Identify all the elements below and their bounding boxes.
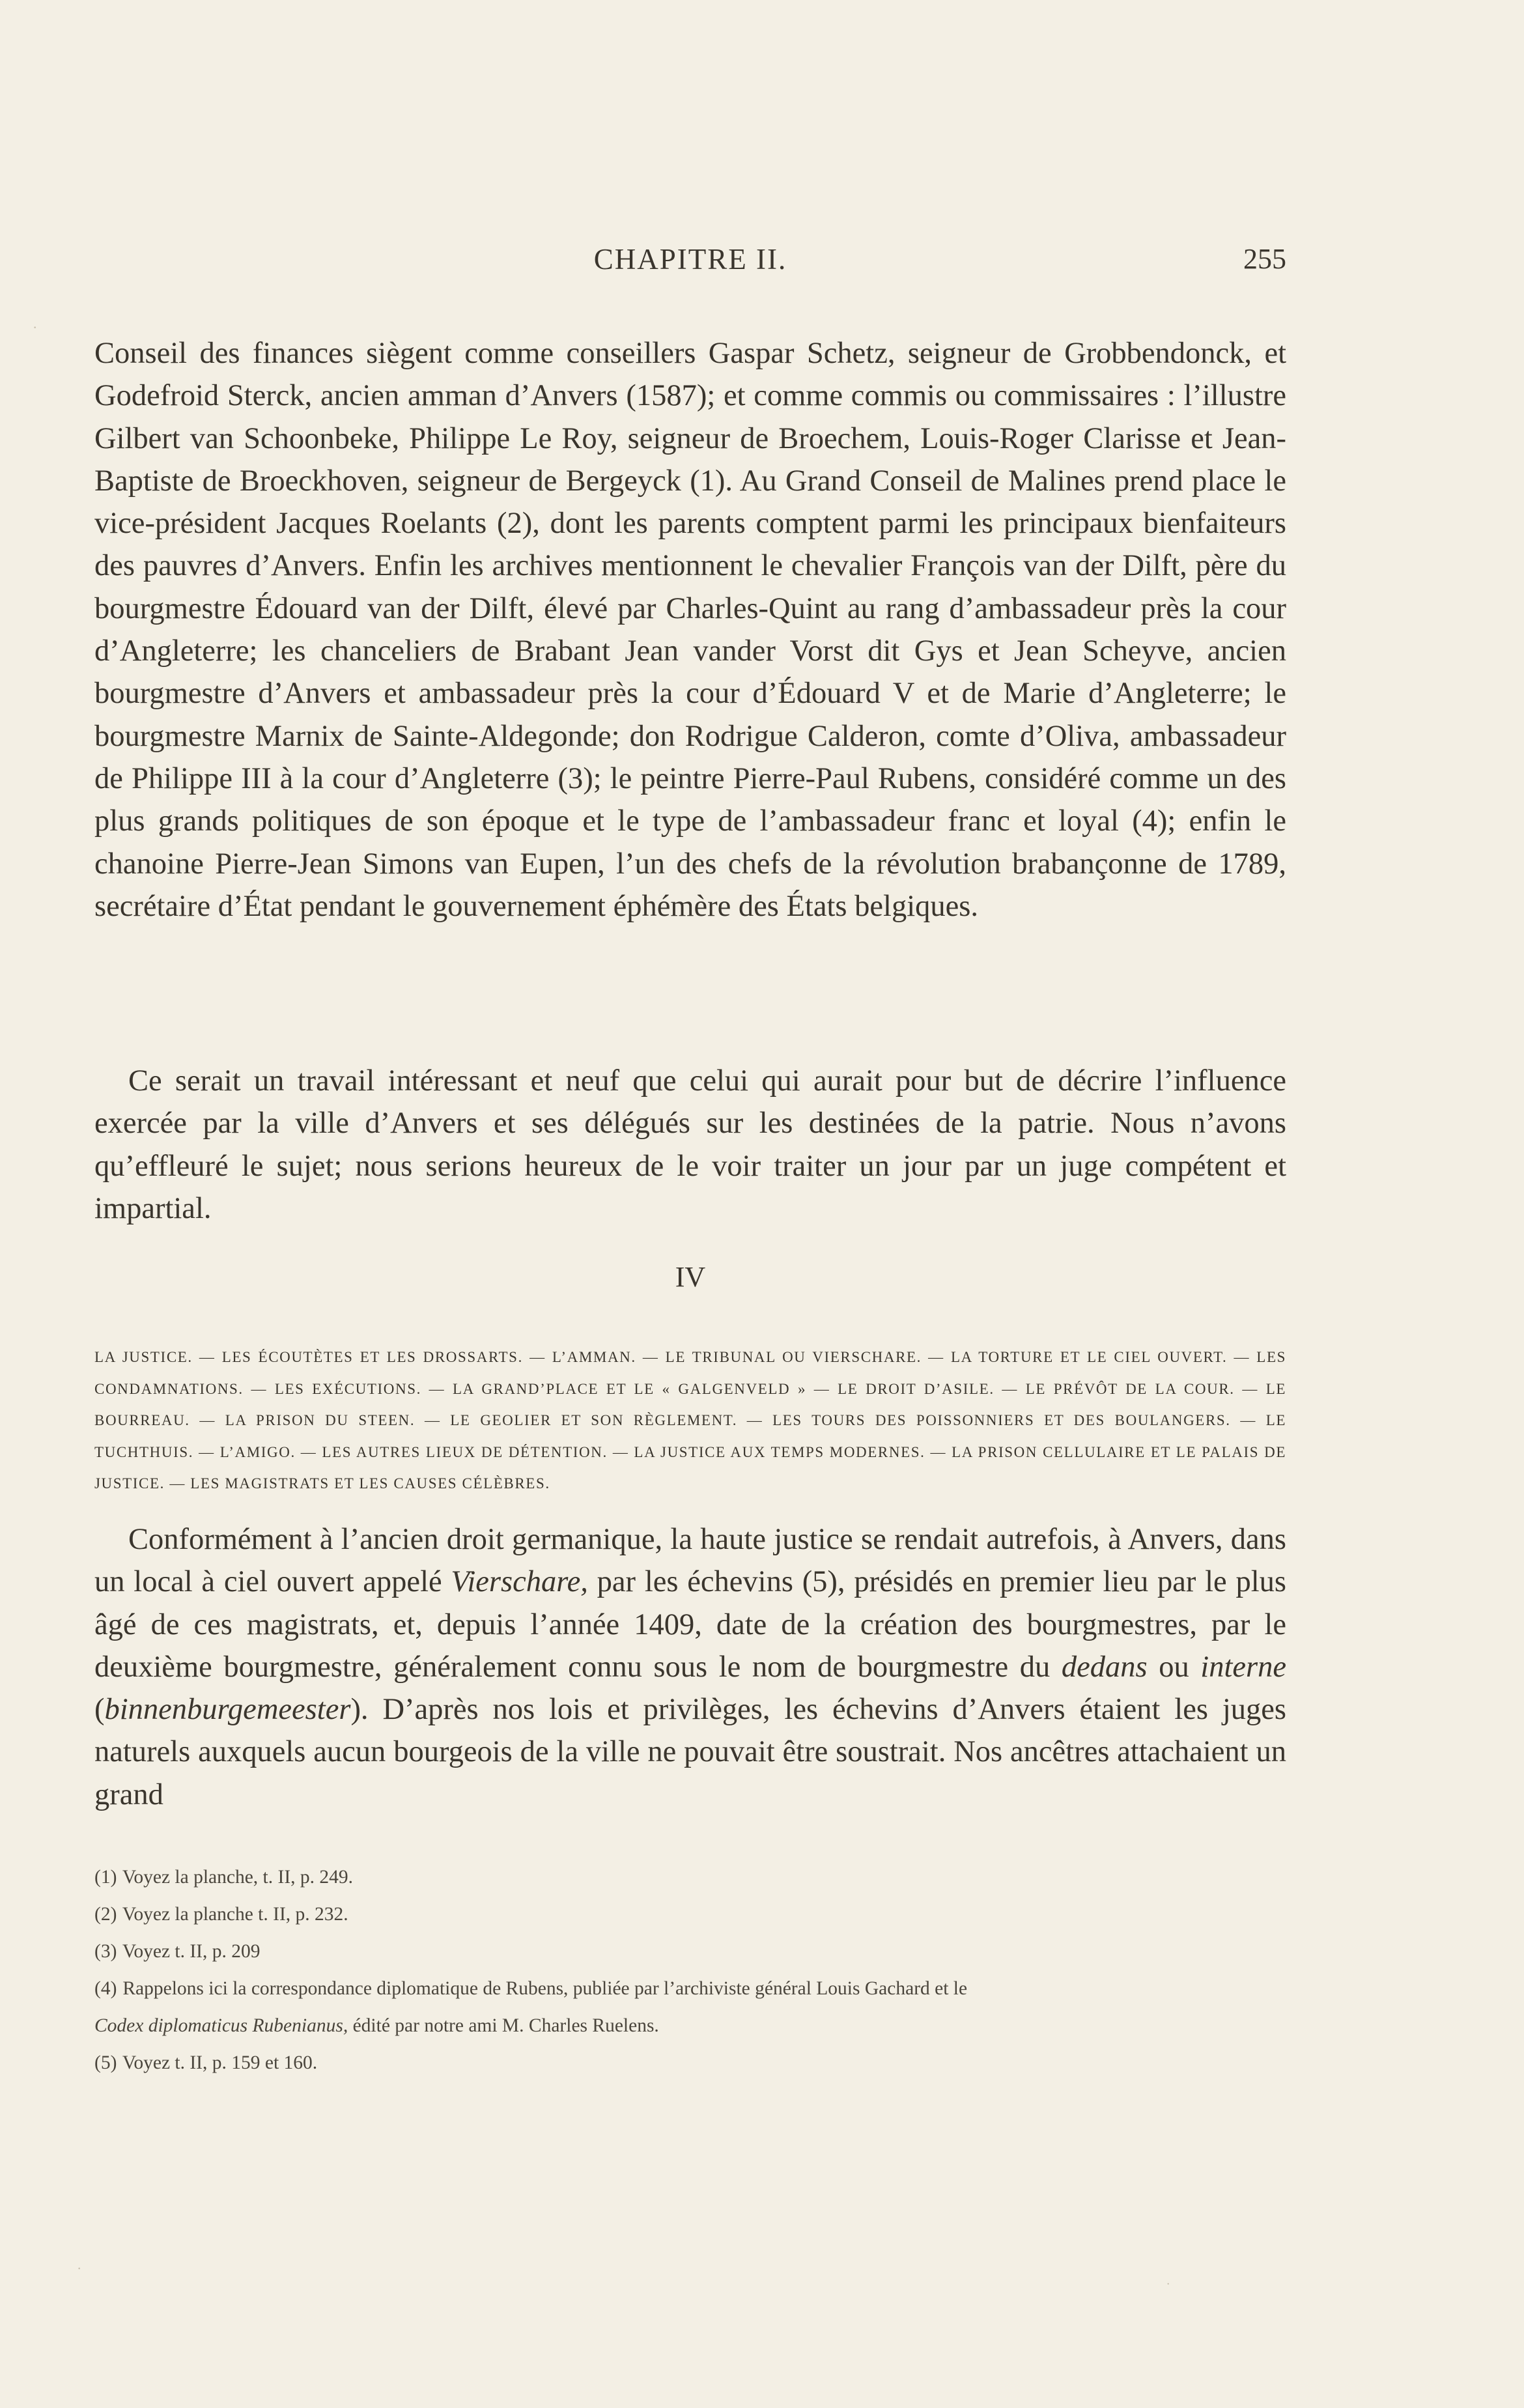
paragraph-continued	[94, 332, 1286, 928]
italic-title: Codex diplomaticus Rubenianus,	[94, 2015, 348, 2036]
paragraph-text	[94, 1518, 1286, 1816]
footnote-number: (2)	[94, 1904, 117, 1925]
footnote-number: (1)	[94, 1867, 117, 1888]
paragraph-conclusion	[94, 1060, 1286, 1230]
italic-term: Vierschare,	[451, 1565, 588, 1599]
text-run: par les échevins (5), présidés en premier lieu par le plus âgé de ces magistrats, et, depuis l’année 1409, date de la création des bourgmestres, par le deuxième bourgmestre, généralement connu sous le nom de bourgmestre du	[94, 1565, 1286, 1684]
footnote-text: Voyez t. II, p. 159 et 160.	[122, 2052, 318, 2073]
text-run: ). D’après nos lois et privilèges, les échevins d’Anvers étaient les juges naturels auxquels aucun bourgeois de la ville ne pouvait être soustrait. Nos ancêtres attachaient un grand	[94, 1693, 1286, 1811]
paragraph-text: Ce serait un travail intéressant et neuf que celui qui aurait pour but de décrire l’influence exercée par la ville d’Anvers et ses délégués sur les destinées de la patrie. Nous n’avons qu’effleuré le sujet; nous serions heureux de le voir traiter un jour par un juge compétent et impartial.	[94, 1064, 1286, 1225]
footnotes	[94, 1859, 1286, 2082]
footnote	[94, 2045, 1286, 2082]
italic-term: interne	[1200, 1650, 1287, 1684]
footnote	[94, 1896, 1286, 1933]
page-number: 255	[1243, 243, 1286, 275]
footnote	[94, 1933, 1286, 1970]
paper-speck: ·	[33, 319, 38, 335]
text-run: (	[94, 1693, 105, 1727]
text-run: Conformément à l’ancien droit germanique, la haute justice se rendait autrefois, à Anvers, dans un local à ciel ouvert appelé	[94, 1523, 1286, 1599]
section-heading: IV	[675, 1261, 706, 1293]
footnote-text: Voyez la planche t. II, p. 232.	[122, 1904, 348, 1925]
chapter-title: CHAPITRE II.	[593, 243, 787, 276]
running-head	[94, 242, 1286, 281]
footnote	[94, 1970, 1286, 2045]
italic-term: binnenburgemeester	[104, 1693, 351, 1727]
paragraph-text: Conseil des finances siègent comme conseillers Gaspar Schetz, seigneur de Grobbendonck, et Godefroid Sterck, ancien amman d’Anvers (1587); et comme commis ou commissaires : l’illustre Gilbert van Schoonbeke, Philippe Le Roy, seigneur de Broechem, Louis-Roger Clarisse et Jean-Baptiste de Broeckhoven, seigneur de Bergeyck (1). Au Grand Conseil de Malines prend place le vice-président Jacques Roelants (2), dont les parents comptent parmi les principaux bienfaiteurs des pauvres d’Anvers. Enfin les archives mentionnent le chevalier François van der Dilft, père du bourgmestre Édouard van der Dilft, élevé par Charles-Quint au rang d’ambassadeur près la cour d’Angleterre; les chanceliers de Brabant Jean vander Vorst dit Gys et Jean Scheyve, ancien bourgmestre d’Anvers et ambassadeur près la cour d’Édouard V et de Marie d’Angleterre; le bourgmestre Marnix de Sainte-Aldegonde; don Rodrigue Calderon, comte d’Oliva, ambassadeur de Philippe III à la cour d’Angleterre (3); le peintre Pierre-Paul Rubens, considéré comme un des plus grands politiques de son époque et le type de l’ambassadeur franc et loyal (4); enfin le chanoine Pierre-Jean Simons van Eupen, l’un des chefs de la révolution brabançonne de 1789, secrétaire d’État pendant le gouvernement éphémère des États belgiques.	[94, 337, 1286, 923]
section-summary: LA JUSTICE. — LES ÉCOUTÈTES ET LES DROSSARTS. — L’AMMAN. — LE TRIBUNAL OU VIERSCHARE. — LA TORTURE ET LE CIEL OUVERT. — LES CONDAMNATIONS. — LES EXÉCUTIONS. — LA GRAND’PLACE ET LE « GALGENVELD » — LE DROIT D’ASILE. — LE PRÉVÔT DE LA COUR. — LE BOURREAU. — LA PRISON DU STEEN. — LE GEOLIER ET SON RÈGLEMENT. — LES TOURS DES POISSONNIERS ET DES BOULANGERS. — LE TUCHTHUIS. — L’AMIGO. — LES AUTRES LIEUX DE DÉTENTION. — LA JUSTICE AUX TEMPS MODERNES. — LA PRISON CELLULAIRE ET LE PALAIS DE JUSTICE. — LES MAGISTRATS ET LES CAUSES CÉLÈBRES.	[94, 1349, 1286, 1492]
paper-speck: ·	[77, 2260, 82, 2276]
italic-term: dedans	[1061, 1650, 1148, 1684]
footnote-number: (4)	[94, 1978, 117, 1999]
footnote-text: Voyez la planche, t. II, p. 249.	[122, 1867, 354, 1888]
footnote-text: Voyez t. II, p. 209	[122, 1941, 261, 1962]
footnote	[94, 1859, 1286, 1896]
footnote-number: (3)	[94, 1941, 117, 1962]
footnote-number: (5)	[94, 2052, 117, 2073]
footnote-text: Rappelons ici la correspondance diplomatique de Rubens, publiée par l’archiviste général Louis Gachard et le	[122, 1978, 968, 1999]
paper-speck: ˙	[1166, 2280, 1171, 2296]
paragraph-section-opening	[94, 1518, 1286, 1816]
text-run: ou	[1147, 1650, 1201, 1684]
footnote-text: édité par notre ami M. Charles Ruelens.	[348, 2015, 659, 2036]
